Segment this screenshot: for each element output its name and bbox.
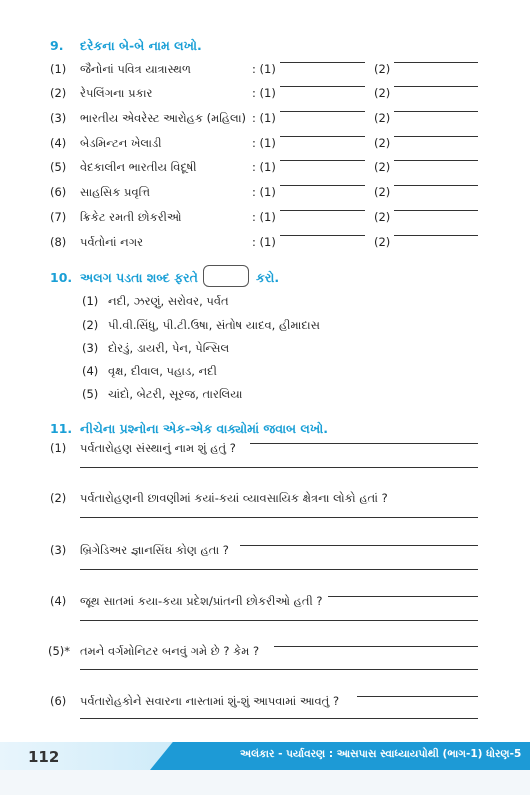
q9-answer-2-label: (2)	[374, 86, 391, 100]
q11-question-text: પર્વતારોહકોને સવારના નાસ્તામાં શું-શું આપવામાં આવતું ?	[80, 694, 340, 708]
q9-item-text: ભારતીય એવરેસ્ટ આરોહક (મહિલા)	[80, 111, 247, 125]
q11-question-text: પર્વતારોહણની છાવણીમાં કયાં-કયાં વ્યાવસાયિક ક્ષેત્રના લોકો હતાં ?	[80, 491, 388, 505]
q9-item-text: વેદકાલીન ભારતીય વિદૂષી	[80, 160, 197, 174]
q11-answer-line[interactable]	[328, 596, 478, 597]
q11-answer-line[interactable]	[80, 569, 478, 570]
q9-number: 9.	[50, 38, 64, 53]
bottom-strip	[0, 770, 530, 795]
q9-answer-1-label: : (1)	[252, 86, 276, 100]
q9-answer-2-line[interactable]	[394, 160, 478, 161]
q9-answer-1-label: : (1)	[252, 210, 276, 224]
q9-answer-2-label: (2)	[374, 210, 391, 224]
q9-item-number: (1)	[50, 62, 67, 76]
q9-answer-2-label: (2)	[374, 136, 391, 150]
q9-answer-1-line[interactable]	[280, 136, 365, 137]
q9-answer-1-line[interactable]	[280, 210, 365, 211]
q11-number: 11.	[50, 421, 73, 436]
q11-answer-line[interactable]	[274, 646, 478, 647]
q9-answer-1-label: : (1)	[252, 111, 276, 125]
q9-answer-2-label: (2)	[374, 185, 391, 199]
q9-item-number: (8)	[50, 235, 67, 249]
q9-item-text: રેપલિંગના પ્રકાર	[80, 86, 153, 100]
q9-answer-1-label: : (1)	[252, 62, 276, 76]
q9-answer-1-line[interactable]	[280, 86, 365, 87]
q11-title: નીચેના પ્રશ્નોના એક-એક વાક્યોમાં જવાબ લખો.	[80, 421, 329, 436]
circle-example-box	[203, 265, 249, 287]
q9-answer-2-line[interactable]	[394, 185, 478, 186]
q10-item-text[interactable]: વૃક્ષ, દીવાલ, પહાડ, નદી	[108, 364, 217, 378]
q11-answer-line[interactable]	[80, 517, 478, 518]
q11-answer-line[interactable]	[80, 718, 478, 719]
q11-question-text: જૂથ સાતમાં કયા-કયા પ્રદેશ/પ્રાંતની છોકરીઓ હતી ?	[80, 594, 323, 608]
q9-item-number: (5)	[50, 160, 67, 174]
q9-answer-1-label: : (1)	[252, 136, 276, 150]
q11-item-number: (3)	[50, 543, 67, 557]
q9-item-text: ક્રિકેટ રમતી છોકરીઓ	[80, 210, 182, 224]
q9-item-number: (3)	[50, 111, 67, 125]
q11-question-text: તમને વર્ગમોનિટર બનવું ગમે છે ? કેમ ?	[80, 644, 260, 658]
q11-item-number: (4)	[50, 594, 67, 608]
q10-item-text[interactable]: દોરડું, ડાયરી, પેન, પેન્સિલ	[108, 341, 230, 355]
q10-item-number: (4)	[82, 364, 99, 378]
q11-answer-line[interactable]	[80, 467, 478, 468]
q10-item-number: (2)	[82, 318, 99, 332]
q11-answer-line[interactable]	[80, 669, 478, 670]
q9-item-number: (4)	[50, 136, 67, 150]
q11-question-text: પર્વતારોહણ સંસ્થાનું નામ શું હતું ?	[80, 441, 236, 455]
q10-title-before: અલગ પડતા શબ્દ ફરતે	[80, 270, 198, 285]
q9-item-number: (2)	[50, 86, 67, 100]
q11-answer-line[interactable]	[80, 620, 478, 621]
q10-number: 10.	[50, 270, 73, 285]
q9-answer-2-label: (2)	[374, 235, 391, 249]
q9-answer-2-label: (2)	[374, 111, 391, 125]
q9-item-text: પર્વતોનાં નગર	[80, 235, 144, 249]
q11-answer-line[interactable]	[357, 696, 478, 697]
q9-item-number: (6)	[50, 185, 67, 199]
q9-answer-2-line[interactable]	[394, 235, 478, 236]
q10-item-text[interactable]: ચાંદો, બેટરી, સૂરજ, તારલિયા	[108, 387, 243, 401]
q9-title: દરેકના બે-બે નામ લખો.	[80, 38, 202, 53]
q9-answer-1-label: : (1)	[252, 235, 276, 249]
q9-answer-1-line[interactable]	[280, 235, 365, 236]
q9-answer-1-line[interactable]	[280, 62, 365, 63]
page-number: 112	[28, 748, 60, 766]
q11-item-number: (1)	[50, 441, 67, 455]
q9-answer-1-label: : (1)	[252, 185, 276, 199]
q9-item-text: બેડમિન્ટન ખેલાડી	[80, 136, 162, 150]
book-title: અલંકાર - પર્યાવરણ : આસપાસ સ્વાધ્યાયપોથી (ભાગ-1) ધોરણ-5	[240, 748, 522, 760]
q9-answer-2-label: (2)	[374, 160, 391, 174]
q9-item-text: સાહસિક પ્રવૃત્તિ	[80, 185, 151, 199]
q11-answer-line[interactable]	[240, 545, 478, 546]
q9-answer-1-line[interactable]	[280, 185, 365, 186]
q11-item-number: (6)	[50, 694, 67, 708]
q9-answer-2-line[interactable]	[394, 210, 478, 211]
q9-answer-2-line[interactable]	[394, 86, 478, 87]
q9-item-text: જૈનોનાં પવિત્ર યાત્રાસ્થળ	[80, 62, 191, 76]
q10-item-number: (5)	[82, 387, 99, 401]
q10-item-text[interactable]: નદી, ઝરણું, સરોવર, પર્વત	[108, 294, 229, 308]
q9-item-number: (7)	[50, 210, 67, 224]
q9-answer-1-line[interactable]	[280, 111, 365, 112]
q10-item-number: (1)	[82, 294, 99, 308]
q11-question-text: બ્રિગેડિઅર જ્ઞાનસિંઘ કોણ હતા ?	[80, 543, 229, 557]
q9-answer-2-line[interactable]	[394, 111, 478, 112]
q10-item-number: (3)	[82, 341, 99, 355]
q9-answer-2-label: (2)	[374, 62, 391, 76]
q11-answer-line[interactable]	[250, 443, 478, 444]
q10-item-text[interactable]: પી.વી.સિંધુ, પી.ટી.ઉષા, સંતોષ યાદવ, હીમાદાસ	[108, 318, 320, 332]
q9-answer-1-label: : (1)	[252, 160, 276, 174]
q10-title-after: કરો.	[256, 270, 280, 285]
q9-answer-2-line[interactable]	[394, 136, 478, 137]
q11-item-number: (2)	[50, 491, 67, 505]
q9-answer-2-line[interactable]	[394, 62, 478, 63]
q11-item-number: (5)*	[48, 644, 71, 658]
q9-answer-1-line[interactable]	[280, 160, 365, 161]
